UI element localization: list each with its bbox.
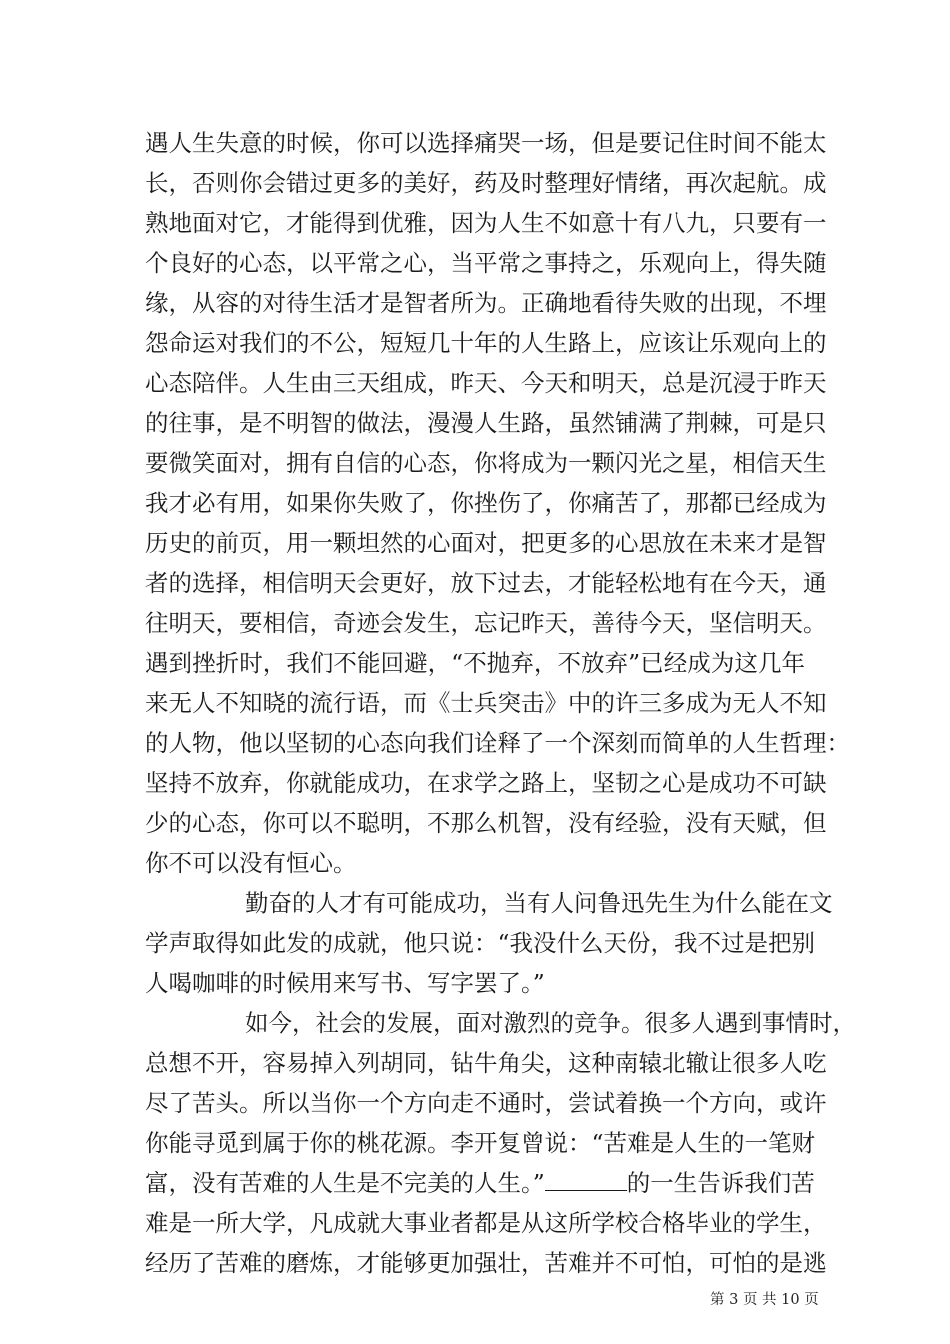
text-line-13: 往明天，要相信，奇迹会发生，忘记昨天，善待今天，坚信明天。 (145, 609, 827, 637)
text-line-9: 要微笑面对，拥有自信的心态，你将成为一颗闪光之星，相信天生 (145, 449, 827, 477)
fill-in-blank (545, 1164, 627, 1191)
text-line-6: 怨命运对我们的不公，短短几十年的人生路上，应该让乐观向上的 (145, 329, 827, 357)
text-line-2: 长，否则你会错过更多的美好，药及时整理好情绪，再次起航。成 (145, 169, 827, 197)
page-number-footer: 第 3 页 共 10 页 (710, 1292, 819, 1308)
text-line-22: 人喝咖啡的时候用来写书、写字罢了。” (145, 969, 545, 997)
text-line-27-start: 富，没有苦难的人生是不完美的人生。” (145, 1169, 545, 1197)
text-line-12: 者的选择，相信明天会更好，放下过去，才能轻松地有在今天，通 (145, 569, 827, 597)
text-line-24: 总想不开，容易掉入列胡同，钻牛角尖，这种南辕北辙让很多人吃 (145, 1049, 827, 1077)
text-line-26: 你能寻觅到属于你的桃花源。李开复曾说：“苦难是人生的一笔财 (145, 1129, 816, 1157)
text-line-21: 学声取得如此发的成就，他只说：“我没什么天份，我不过是把别 (145, 929, 816, 957)
text-line-1: 遇人生失意的时候，你可以选择痛哭一场，但是要记住时间不能太 (145, 129, 827, 157)
text-line-16: 的人物，他以坚韧的心态向我们诠释了一个深刻而简单的人生哲理： (145, 729, 850, 757)
text-line-3: 熟地面对它，才能得到优雅，因为人生不如意十有八九，只要有一 (145, 209, 827, 237)
text-line-29: 经历了苦难的磨炼，才能够更加强壮，苦难并不可怕，可怕的是逃 (145, 1249, 827, 1277)
text-line-25: 尽了苦头。所以当你一个方向走不通时，尝试着换一个方向，或许 (145, 1089, 827, 1117)
text-line-7: 心态陪伴。人生由三天组成，昨天、今天和明天，总是沉浸于昨天 (145, 369, 827, 397)
text-line-19: 你不可以没有恒心。 (145, 849, 357, 877)
paragraph-3-first-line: 如今，社会的发展，面对激烈的竞争。很多人遇到事情时， (245, 1009, 856, 1037)
text-line-5: 缘，从容的对待生活才是智者所为。正确地看待失败的出现，不埋 (145, 289, 827, 317)
paragraph-2-first-line: 勤奋的人才有可能成功，当有人问鲁迅先生为什么能在文 (245, 889, 833, 917)
text-line-4: 个良好的心态，以平常之心，当平常之事持之，乐观向上，得失随 (145, 249, 827, 277)
text-line-28: 难是一所大学，凡成就大事业者都是从这所学校合格毕业的学生， (145, 1209, 827, 1237)
text-line-17: 坚持不放弃，你就能成功，在求学之路上，坚韧之心是成功不可缺 (145, 769, 827, 797)
text-line-14: 遇到挫折时，我们不能回避，“不抛弃，不放弃”已经成为这几年 (145, 649, 805, 677)
text-line-15: 来无人不知晓的流行语，而《士兵突击》中的许三多成为无人不知 (145, 689, 827, 717)
text-line-10: 我才必有用，如果你失败了，你挫伤了，你痛苦了，那都已经成为 (145, 489, 827, 517)
text-line-18: 少的心态，你可以不聪明，不那么机智，没有经验，没有天赋，但 (145, 809, 827, 837)
text-line-8: 的往事，是不明智的做法，漫漫人生路，虽然铺满了荆棘，可是只 (145, 409, 827, 437)
text-line-11: 历史的前页，用一颗坦然的心面对，把更多的心思放在未来才是智 (145, 529, 827, 557)
text-line-27 (145, 1163, 815, 1203)
text-line-27-end: 的一生告诉我们苦 (626, 1169, 815, 1197)
